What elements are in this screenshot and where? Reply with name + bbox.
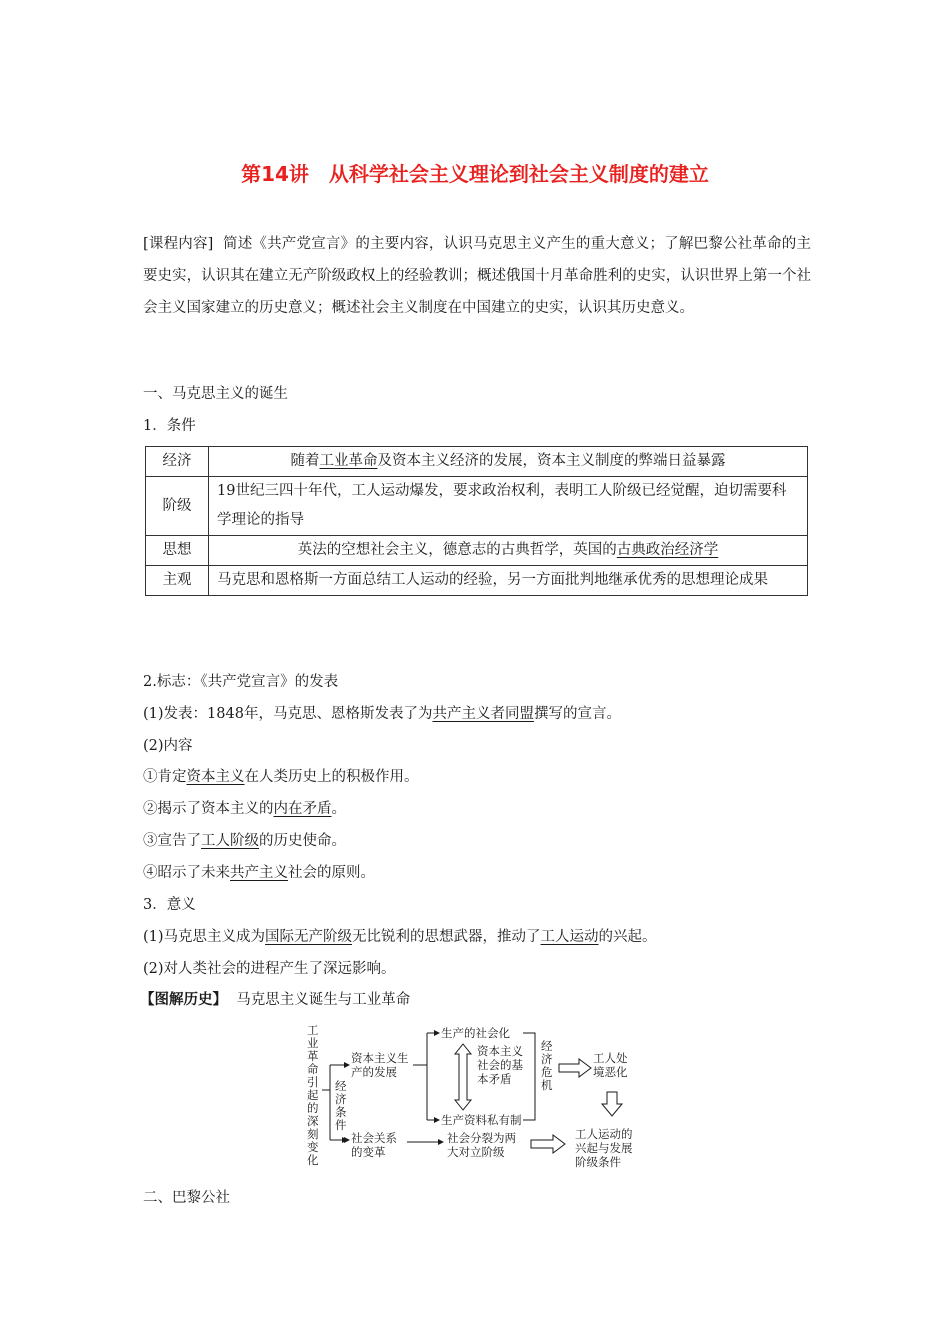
- list-item: ④昭示了未来共产主义社会的原则。: [143, 865, 375, 881]
- svg-text:引: 引: [307, 1075, 319, 1089]
- symbol-heading: 2.标志：《共产党宣言》的发表: [143, 674, 339, 690]
- svg-text:兴起与发展: 兴起与发展: [575, 1141, 633, 1155]
- diagram-root-text: [307, 1023, 319, 1167]
- svg-text:阶级条件: 阶级条件: [575, 1155, 621, 1169]
- svg-text:济: 济: [335, 1092, 347, 1106]
- svg-text:危: 危: [541, 1065, 553, 1079]
- row-key: 主观: [146, 566, 209, 596]
- svg-text:大对立阶级: 大对立阶级: [447, 1145, 505, 1159]
- svg-text:的变革: 的变革: [351, 1145, 386, 1159]
- svg-text:革: 革: [307, 1049, 319, 1063]
- table-row: [146, 477, 808, 536]
- svg-text:工人处: 工人处: [593, 1051, 628, 1065]
- svg-text:的: 的: [307, 1101, 319, 1115]
- svg-text:工: 工: [307, 1023, 319, 1037]
- content-heading: (2)内容: [143, 738, 193, 754]
- diagram-contradiction: [477, 1044, 523, 1086]
- publish-line: (1)发表：1848年，马克思、恩格斯发表了为共产主义者同盟撰写的宣言。: [143, 706, 621, 722]
- svg-text:本矛盾: 本矛盾: [477, 1072, 512, 1086]
- diagram-rise: [575, 1127, 633, 1169]
- row-value: 19世纪三四十年代，工人运动爆发，要求政治权利，表明工人阶级已经觉醒，迫切需要科学理论的指导: [209, 477, 808, 536]
- list-item: ③宣告了工人阶级的历史使命。: [143, 833, 346, 849]
- list-item: ①肯定资本主义在人类历史上的积极作用。: [143, 769, 419, 785]
- svg-text:社会的基: 社会的基: [477, 1058, 523, 1072]
- diagram-heading: [140, 990, 410, 1010]
- course-text: 简述《共产党宣言》的主要内容，认识马克思主义产生的重大意义；了解巴黎公社革命的主要史实，认识其在建立无产阶级政权上的经验教训；概述俄国十月革命胜利的史实，认识世界上第一个社会主义国家建立的历史意义；概述社会主义制度在中国建立的史实，认识其历史意义。: [143, 236, 811, 316]
- row-key: 思想: [146, 536, 209, 566]
- row-key: 经济: [146, 447, 209, 477]
- svg-text:工人运动的: 工人运动的: [575, 1127, 633, 1141]
- significance-line-2: (2)对人类社会的进程产生了深远影响。: [143, 961, 396, 977]
- svg-text:条: 条: [335, 1105, 347, 1119]
- significance-line-1: (1)马克思主义成为国际无产阶级无比锐利的思想武器，推动了工人运动的兴起。: [143, 929, 657, 945]
- table-row: [146, 447, 808, 477]
- diagram-title: 马克思主义诞生与工业革命: [236, 992, 411, 1008]
- course-label: [课程内容]: [143, 236, 214, 252]
- section2-heading: 二、巴黎公社: [143, 1190, 230, 1206]
- diagram-econ-cond: [335, 1079, 347, 1132]
- list-item: ②揭示了资本主义的内在矛盾。: [143, 801, 346, 817]
- diagram-worsen: [593, 1051, 628, 1079]
- diagram-private: 生产资料私有制: [441, 1113, 522, 1127]
- diagram-split: [447, 1131, 516, 1159]
- svg-text:社会关系: 社会关系: [351, 1131, 397, 1145]
- diagram-socialization: 生产的社会化: [441, 1026, 510, 1040]
- svg-text:化: 化: [307, 1153, 319, 1167]
- svg-text:经: 经: [541, 1039, 553, 1053]
- table-row: [146, 566, 808, 596]
- section1-heading: 一、马克思主义的诞生: [143, 386, 288, 402]
- diagram-label: 【图解历史】: [140, 992, 227, 1008]
- course-content: [143, 228, 811, 324]
- svg-text:社会分裂为两: 社会分裂为两: [447, 1131, 516, 1145]
- svg-text:资本主义: 资本主义: [477, 1044, 523, 1058]
- svg-text:境恶化: 境恶化: [593, 1065, 628, 1079]
- diagram-capdev: [351, 1051, 409, 1079]
- significance-heading: 3．意义: [143, 897, 196, 913]
- svg-text:深: 深: [307, 1114, 319, 1128]
- row-value: 英法的空想社会主义，德意志的古典哲学，英国的古典政治经济学: [209, 536, 808, 566]
- svg-text:经: 经: [335, 1079, 347, 1093]
- diagram-crisis: [541, 1039, 553, 1092]
- svg-text:刻: 刻: [307, 1127, 319, 1141]
- conditions-table: [145, 446, 808, 596]
- svg-text:济: 济: [541, 1052, 553, 1066]
- svg-text:变: 变: [307, 1140, 319, 1154]
- svg-text:资本主义生: 资本主义生: [351, 1051, 409, 1065]
- row-value: 随着工业革命及资本主义经济的发展，资本主义制度的弊端日益暴露: [209, 447, 808, 477]
- svg-text:件: 件: [335, 1118, 347, 1132]
- conditions-heading: 1．条件: [143, 418, 196, 434]
- svg-text:产的发展: 产的发展: [351, 1065, 397, 1079]
- row-value: 马克思和恩格斯一方面总结工人运动的经验，另一方面批判地继承优秀的思想理论成果: [209, 566, 808, 596]
- svg-text:业: 业: [307, 1036, 319, 1050]
- svg-text:机: 机: [541, 1078, 553, 1092]
- table-row: [146, 536, 808, 566]
- svg-text:起: 起: [307, 1088, 319, 1102]
- row-key: 阶级: [146, 477, 209, 536]
- flow-diagram: [295, 1020, 655, 1180]
- page-title: 第14讲 从科学社会主义理论到社会主义制度的建立: [241, 162, 709, 186]
- svg-text:命: 命: [307, 1062, 319, 1076]
- diagram-social-change: [351, 1131, 397, 1159]
